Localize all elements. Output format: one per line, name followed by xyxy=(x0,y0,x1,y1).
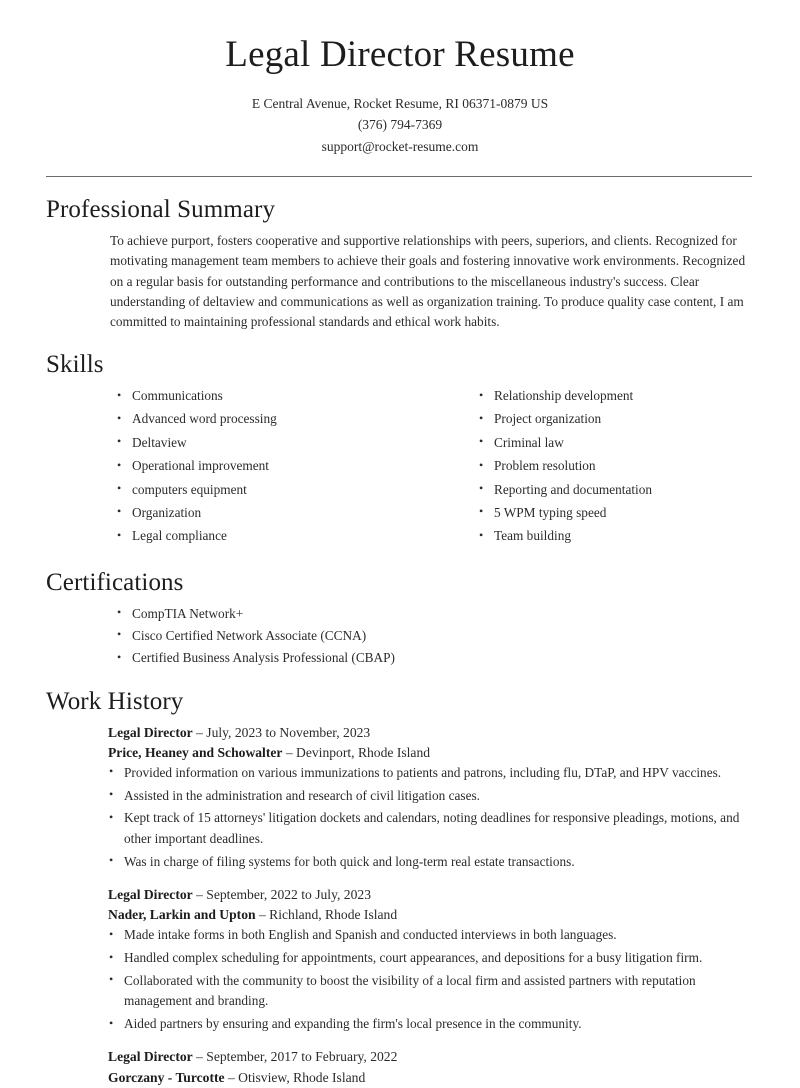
job-title-line xyxy=(108,723,752,743)
certification-item: • CompTIA Network+ xyxy=(116,604,752,624)
section-skills xyxy=(0,350,800,549)
skill-item: • 5 WPM typing speed xyxy=(478,503,748,523)
skills-columns xyxy=(46,386,752,549)
skill-item: • Problem resolution xyxy=(478,456,748,476)
skills-column-left xyxy=(116,386,432,549)
skill-item: • Communications xyxy=(116,386,432,406)
section-title-skills: Skills xyxy=(46,351,104,379)
job-responsibility-item: • Aided partners by ensuring and expanding the firm's local presence in the community. xyxy=(108,1014,752,1034)
work-history-entry xyxy=(108,723,752,872)
skill-item: • Team building xyxy=(478,526,748,546)
job-location: – Devinport, Rhode Island xyxy=(282,744,431,760)
job-title: Legal Director xyxy=(108,1049,193,1065)
job-company: Gorczany - Turcotte xyxy=(108,1069,225,1085)
job-location: – Richland, Rhode Island xyxy=(255,907,398,923)
work-history-entry xyxy=(108,885,752,1034)
skill-item: • Deltaview xyxy=(116,433,432,453)
skill-item: • Project organization xyxy=(478,409,748,429)
skill-item: • Operational improvement xyxy=(116,456,432,476)
certifications-body xyxy=(46,604,752,669)
skill-item: • Organization xyxy=(116,503,432,523)
job-title-line xyxy=(108,885,752,905)
contact-address: E Central Avenue, Rocket Resume, RI 06371-0879 US xyxy=(251,95,549,111)
contact-phone: (376) 794-7369 xyxy=(357,117,443,133)
job-dates: – July, 2023 to November, 2023 xyxy=(192,724,371,740)
summary-body xyxy=(46,231,752,332)
job-responsibility-item: • Handled complex scheduling for appointments, court appearances, and depositions for a busy litigation firm. xyxy=(108,948,752,968)
section-title-certifications: Certifications xyxy=(46,568,184,596)
job-title-line xyxy=(108,1047,752,1067)
job-company: Nader, Larkin and Upton xyxy=(108,907,256,923)
skills-list-left xyxy=(116,386,432,546)
job-responsibilities-list xyxy=(108,925,752,1034)
certifications-list xyxy=(116,604,752,669)
section-title-work-history: Work History xyxy=(46,687,184,715)
contact-email: support@rocket-resume.com xyxy=(321,139,479,155)
job-responsibility-item: • Made intake forms in both English and Spanish and conducted interviews in both languages. xyxy=(108,925,752,945)
job-responsibility-item: • Collaborated with the community to boost the visibility of a local firm and assisted partners with reputation management and branding. xyxy=(108,971,752,1012)
summary-text: To achieve purport, fosters cooperative and supportive relationships with peers, superiors, and clients. Recognized for motivating management team members to achieve their goals and fostering innovative work environments. Recognized on a regular basis for outstanding performance and contributions to the miscellaneous industry's success. Clear understanding of deltaview and communications as well as organization training. To produce quality case content, I am committed to maintaining professional standards and ethical work habits. xyxy=(110,233,746,329)
page-title: Legal Director Resume xyxy=(225,34,575,75)
job-title: Legal Director xyxy=(108,724,193,740)
work-history-entry xyxy=(108,1047,752,1087)
job-dates: – September, 2022 to July, 2023 xyxy=(192,887,371,903)
section-work-history xyxy=(0,687,800,1088)
job-responsibility-item: • Kept track of 15 attorneys' litigation dockets and calendars, noting deadlines for responsive pleadings, motions, and other important deadlines. xyxy=(108,808,752,849)
job-responsibilities-list xyxy=(108,763,752,872)
job-company-line xyxy=(108,905,752,925)
job-responsibility-item: • Was in charge of filing systems for both quick and long-term real estate transactions. xyxy=(108,852,752,872)
section-professional-summary xyxy=(0,195,800,332)
job-responsibility-item: • Assisted in the administration and research of civil litigation cases. xyxy=(108,786,752,806)
skill-item: • Legal compliance xyxy=(116,526,432,546)
skills-list-right xyxy=(478,386,748,546)
skill-item: • computers equipment xyxy=(116,480,432,500)
section-title-summary: Professional Summary xyxy=(46,196,276,224)
section-certifications xyxy=(0,568,800,669)
job-dates: – September, 2017 to February, 2022 xyxy=(192,1049,398,1065)
skill-item: • Advanced word processing xyxy=(116,409,432,429)
work-history-list xyxy=(46,723,752,1088)
job-title: Legal Director xyxy=(108,887,193,903)
skills-column-right xyxy=(432,386,748,549)
job-location: – Otisview, Rhode Island xyxy=(224,1069,366,1085)
certification-item: • Cisco Certified Network Associate (CCNA) xyxy=(116,626,752,646)
job-company: Price, Heaney and Schowalter xyxy=(108,744,283,760)
skill-item: • Reporting and documentation xyxy=(478,480,748,500)
skill-item: • Relationship development xyxy=(478,386,748,406)
job-company-line xyxy=(108,743,752,763)
job-company-line xyxy=(108,1068,752,1088)
certification-item: • Certified Business Analysis Professional (CBAP) xyxy=(116,648,752,668)
job-responsibility-item: • Provided information on various immunizations to patients and patrons, including flu, DTaP, and HPV vaccines. xyxy=(108,763,752,783)
resume-header xyxy=(0,0,800,158)
skill-item: • Criminal law xyxy=(478,433,748,453)
header-divider xyxy=(46,176,752,177)
